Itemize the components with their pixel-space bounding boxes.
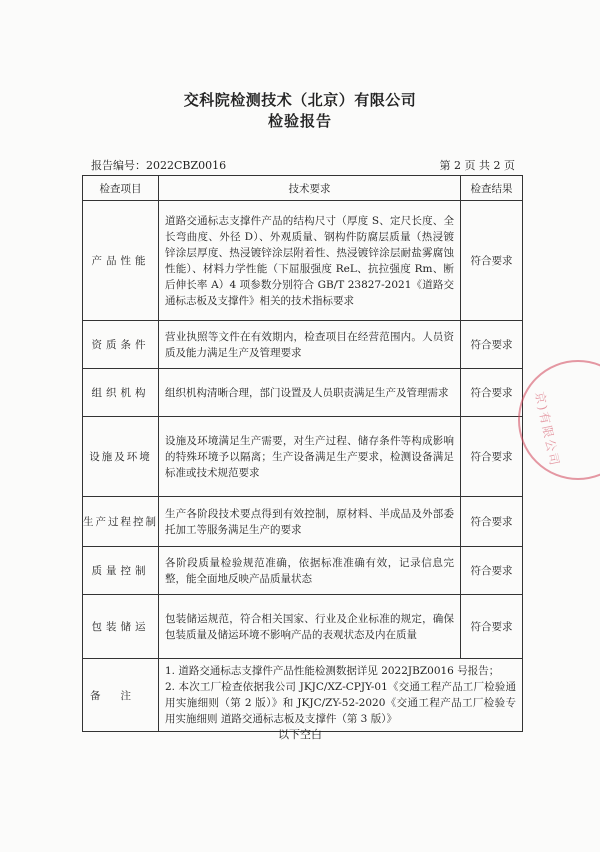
- row-requirement: 设施及环境满足生产需要，对生产过程、储存条件等构成影响的特殊环境予以隔离；生产设备满足生产要求，检测设备满足标准或技术规范要求: [159, 417, 461, 497]
- row-item: 质量控制: [83, 547, 159, 595]
- row-result: 符合要求: [461, 595, 523, 659]
- row-requirement: 组织机构清晰合理，部门设置及人员职责满足生产及管理需求: [159, 369, 461, 417]
- row-requirement: 营业执照等文件在有效期内，检查项目在经营范围内。人员资质及能力满足生产及管理要求: [159, 321, 461, 369]
- remarks-content: [159, 659, 523, 732]
- table-row: [83, 497, 523, 547]
- remarks-row: [83, 659, 523, 732]
- row-requirement: 包装储运规范，符合相关国家、行业及企业标准的规定，确保包装质量及储运环境不影响产品的表观状态及内在质量: [159, 595, 461, 659]
- remarks-label: 备注: [83, 659, 159, 732]
- row-item: 包装储运: [83, 595, 159, 659]
- table-row: [83, 417, 523, 497]
- table-row: [83, 595, 523, 659]
- row-item: 产品性能: [83, 201, 159, 321]
- table-row: [83, 369, 523, 417]
- row-result: 符合要求: [461, 369, 523, 417]
- report-number-value: 2022CBZ0016: [146, 159, 227, 172]
- row-result: 符合要求: [461, 417, 523, 497]
- table-row: [83, 547, 523, 595]
- row-requirement: 各阶段质量检验规范准确，依据标准准确有效，记录信息完整，能全面地反映产品质量状态: [159, 547, 461, 595]
- row-item: 资质条件: [83, 321, 159, 369]
- table-row: [83, 321, 523, 369]
- header-item: 检查项目: [83, 176, 159, 201]
- official-seal-text: 京)有限公司: [532, 390, 562, 469]
- row-item: 组织机构: [83, 369, 159, 417]
- inspection-table: [82, 175, 523, 732]
- report-number: [91, 157, 226, 173]
- row-result: 符合要求: [461, 321, 523, 369]
- row-requirement: 道路交通标志支撑件产品的结构尺寸（厚度 S、定尺长度、全长弯曲度、外径 D）、外观质量、钢构件防腐层质量（热浸镀锌涂层厚度、热浸镀锌涂层附着性、热浸镀锌涂层耐盐雾腐蚀性能）、材料力学性能（下屈服强度 ReL、抗拉强度 Rm、断后伸长率 A）4 项参数分别符合 GB/T 23827-2021《道路交通标志板及支撑件》相关的技术指标要求: [159, 201, 461, 321]
- row-result: 符合要求: [461, 547, 523, 595]
- table-header-row: [83, 176, 523, 201]
- table-row: [83, 201, 523, 321]
- row-item: 设施及环境: [83, 417, 159, 497]
- row-result: 符合要求: [461, 497, 523, 547]
- row-item: 生产过程控制: [83, 497, 159, 547]
- report-number-label: 报告编号：: [91, 159, 146, 172]
- company-name: 交科院检测技术（北京）有限公司: [183, 91, 417, 109]
- page-info: 第 2 页 共 2 页: [439, 159, 515, 172]
- header-result: 检查结果: [461, 176, 523, 201]
- remark-line: 1. 道路交通标志支撑件产品性能检测数据详见 2022JBZ0016 号报告；: [165, 665, 500, 677]
- remark-line: 2. 本次工厂检查依据我公司 JKJC/XZ-CPJY-01《交通工程产品工厂检验通用实施细则（第 2 版）》和 JKJC/ZY-52-2020《交通工程产品工厂检验专用实施细则 道路交通标志板及支撑件（第 3 版）》: [165, 681, 516, 725]
- row-result: 符合要求: [461, 201, 523, 321]
- end-of-report-note: 以下空白: [278, 728, 322, 741]
- report-title: 检验报告: [267, 112, 332, 130]
- row-requirement: 生产各阶段技术要点得到有效控制，原材料、半成品及外部委托加工等服务满足生产的要求: [159, 497, 461, 547]
- header-requirement: 技术要求: [159, 176, 461, 201]
